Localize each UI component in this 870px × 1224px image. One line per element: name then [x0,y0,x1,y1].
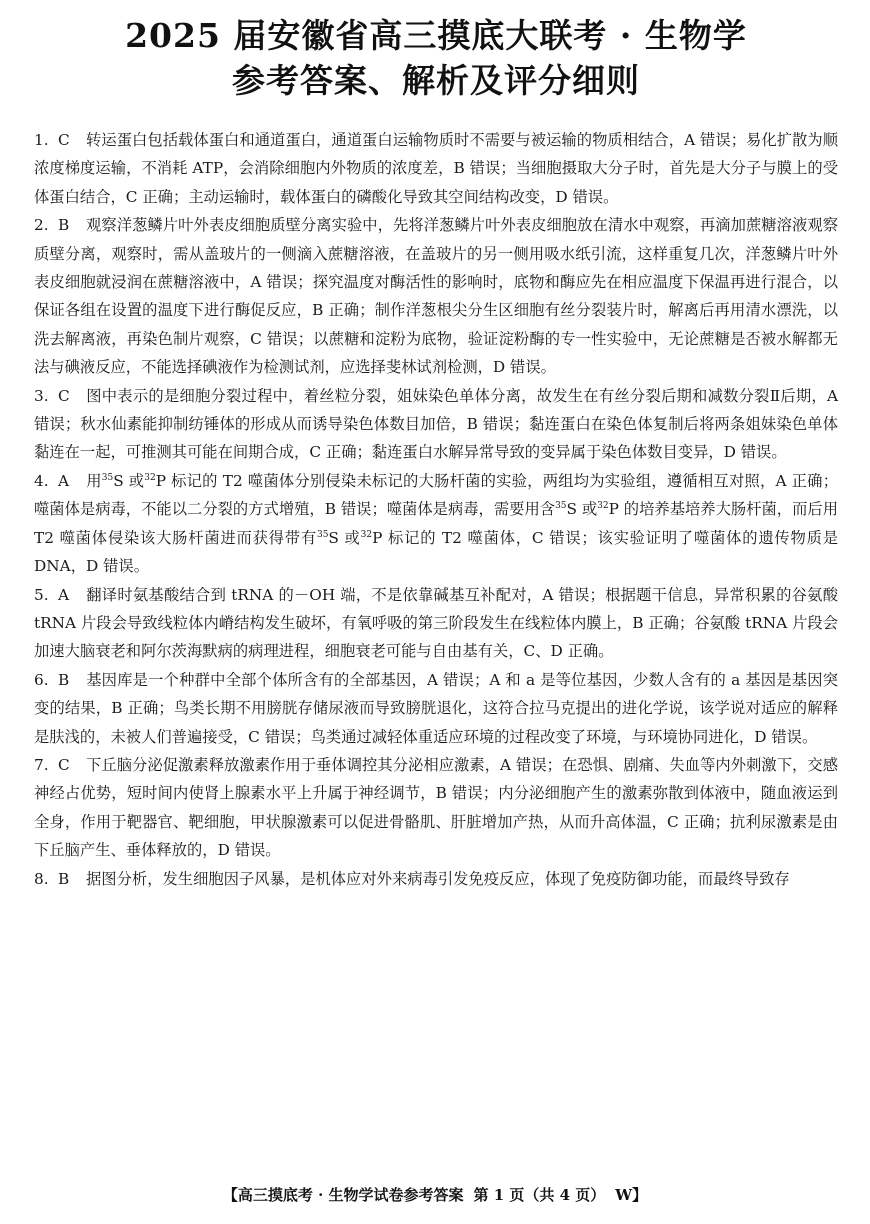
question-number: 2. [34,216,49,235]
answer-item-5 [34,581,838,666]
answer-choice: C [58,755,70,774]
answer-choice: A [58,471,70,490]
footer-code: W】 [615,1186,648,1204]
question-number: 3. [34,386,49,405]
answer-explanation: 基因库是一个种群中全部个体所含有的全部基因，A 错误；A 和 a 是等位基因，少数人含有的 a 基因是基因突变的结果，B 正确；鸟类长期不用膀胱存储尿液而导致膀胱退化，这符合拉马克提出的进化学说，该学说对适应的解释是肤浅的，未被人们普遍接受，C 错误；鸟类通过减轻体重适应环境的过程改变了环境，与环境协同进化，D 错误。 [34,670,838,746]
isotope-mass: 32 [360,529,373,540]
question-number: 6. [34,670,49,689]
isotope-mass: 35 [101,472,114,483]
isotope-mass: 35 [316,529,329,540]
answer-explanation: 观察洋葱鳞片叶外表皮细胞质壁分离实验中，先将洋葱鳞片叶外表皮细胞放在清水中观察，再滴加蔗糖溶液观察质壁分离，观察时，需从盖玻片的一侧滴入蔗糖溶液，在盖玻片的另一侧用吸水纸引流，这样重复几次，洋葱鳞片叶外表皮细胞就浸润在蔗糖溶液中，A 错误；探究温度对酶活性的影响时，底物和酶应先在相应温度下保温再进行混合，以保证各组在设置的温度下进行酶促反应，B 正确；制作洋葱根尖分生区细胞有丝分裂装片时，解离后再用清水漂洗，以洗去解离液，再染色制片观察，C 错误；以蔗糖和淀粉为底物，验证淀粉酶的专一性实验中，无论蔗糖是否被水解都无法与碘液反应，不能选择碘液作为检测试剂，应选择斐林试剂检测，D 错误。 [34,216,838,377]
explanation-text: 用 [86,471,102,490]
answer-item-7 [34,751,838,865]
explanation-text: P 标记的 T2 噬菌体分别侵染未标记的大肠杆菌的实验，两组均为实验组，遵循相互对照，A 正确；噬菌体是病毒，不能以二分裂的方式增殖，B 错误；噬菌体是病毒，需要用含 [34,471,838,519]
answer-choice: B [58,670,70,689]
footer-label: 【高三摸底考 · 生物学试卷参考答案 [222,1186,464,1204]
answer-explanation: 下丘脑分泌促激素释放激素作用于垂体调控其分泌相应激素，A 错误；在恐惧、剧痛、失血等内外刺激下，交感神经占优势，短时间内使肾上腺素水平上升属于神经调节，B 错误；内分泌细胞产生的激素弥散到体液中，随血液运到全身，作用于靶器官、靶细胞，甲状腺激素可以促进骨骼肌、肝脏增加产热，从而升高体温，C 正确；抗利尿激素是由下丘脑产生、垂体释放的，D 错误。 [34,755,838,860]
page-number: 第 1 页（共 4 页） [473,1186,606,1204]
answer-item-6 [34,666,838,751]
answer-item-2 [34,211,838,381]
answer-explanation: 翻译时氨基酸结合到 tRNA 的－OH 端，不是依靠碱基互补配对，A 错误；根据题干信息，异常积累的谷氨酸 tRNA 片段会导致线粒体内嵴结构发生破坏，有氧呼吸的第三阶段发生在线粒体内膜上，B 正确；谷氨酸 tRNA 片段会加速大脑衰老和阿尔茨海默病的病理进程，细胞衰老可能与自由基有关，C、D 正确。 [34,585,838,661]
question-number: 1. [34,131,49,149]
explanation-text: S 或 [328,528,361,547]
explanation-text: S 或 [566,500,598,519]
answer-choice: C [58,386,70,405]
answer-list [34,126,838,893]
question-number: 5. [34,585,49,604]
question-number: 8. [34,869,49,888]
question-number: 4. [34,471,49,490]
isotope-mass: 32 [597,501,609,512]
explanation-text: P 标记的 T2 噬菌体，C 错误；该实验证明了噬菌体的遗传物质是 DNA，D 错误。 [34,528,838,576]
explanation-text: S 或 [113,471,145,490]
answer-item-3 [34,382,838,467]
document-subtitle: 参考答案、解析及评分细则 [232,61,640,100]
question-number: 7. [34,755,49,774]
answer-choice: A [58,585,70,604]
answer-item-4 [34,467,838,581]
explanation-text: P 的培养基培养大肠杆菌，而后用 T2 噬菌体侵染该大肠杆菌进而获得带有 [34,500,839,547]
isotope-mass: 32 [144,472,156,483]
isotope-mass: 35 [555,501,567,512]
page-footer [0,1184,870,1205]
answer-item-1 [34,126,838,211]
answer-choice: B [58,216,70,235]
answer-explanation: 据图分析，发生细胞因子风暴，是机体应对外来病毒引发免疫反应，体现了免疫防御功能，而最终导致存 [86,869,790,888]
answer-item-8 [34,865,838,893]
answer-explanation: 图中表示的是细胞分裂过程中，着丝粒分裂，姐妹染色单体分离，故发生在有丝分裂后期和减数分裂Ⅱ后期，A 错误；秋水仙素能抑制纺锤体的形成从而诱导染色体数目加倍，B 错误；黏连蛋白在染色体复制后将两条姐妹染色单体黏连在一起，可推测其可能在间期合成，C 正确；黏连蛋白水解异常导致的变异属于染色体数目变异，D 错误。 [34,386,838,462]
document-title: 2025 届安徽省高三摸底大联考 · 生物学 [125,16,747,55]
answer-explanation [34,472,838,575]
answer-explanation: 转运蛋白包括载体蛋白和通道蛋白，通道蛋白运输物质时不需要与被运输的物质相结合，A 错误；易化扩散为顺浓度梯度运输，不消耗 ATP，会消除细胞内外物质的浓度差，B 错误；当细胞摄取大分子时，首先是大分子与膜上的受体蛋白结合，C 正确；主动运输时，载体蛋白的磷酸化导致其空间结构改变，D 错误。 [34,131,838,206]
answer-choice: B [58,869,70,888]
answer-choice: C [58,131,70,149]
